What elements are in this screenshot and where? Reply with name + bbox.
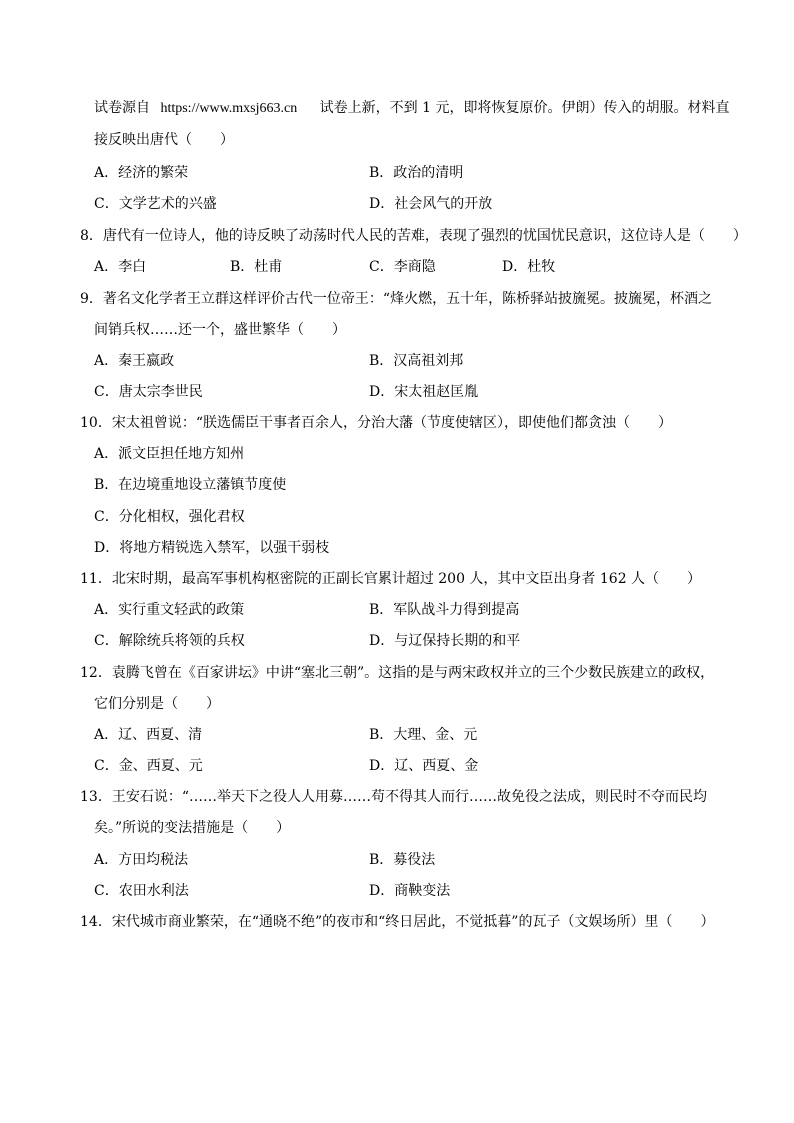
q8-stem: 8．唐代有一位诗人，他的诗反映了动荡时代人民的苦难，表现了强烈的忧国忧民意识，这位诗人是（ ） — [80, 228, 747, 244]
q10-option-c: C．分化相权，强化君权 — [94, 509, 245, 525]
source-link[interactable]: https://www.mxsj663.cn — [160, 101, 298, 116]
q11-option-a: A．实行重文轻武的政策 — [94, 602, 245, 618]
source-line — [94, 98, 729, 119]
q8-option-b: B．杜甫 — [230, 259, 283, 275]
q11-option-d: D．与辽保持长期的和平 — [369, 633, 521, 649]
q7-option-a: A．经济的繁荣 — [94, 165, 189, 181]
q8-option-a: A．李白 — [94, 259, 147, 275]
q9-option-c: C．唐太宗李世民 — [94, 384, 203, 400]
q12-stem-line1: 12．袁腾飞曾在《百家讲坛》中讲“塞北三朝”。这指的是与两宋政权并立的三个少数民族建立的政权， — [80, 665, 715, 681]
q7-option-b: B．政治的清明 — [369, 165, 464, 181]
q12-option-c: C．金、西夏、元 — [94, 758, 203, 774]
q13-option-a: A．方田均税法 — [94, 852, 189, 868]
source-label: 试卷源自 — [94, 100, 150, 116]
q12-option-d: D．辽、西夏、金 — [369, 758, 479, 774]
q8-option-c: C．李商隐 — [369, 259, 436, 275]
q11-stem: 11．北宋时期，最高军事机构枢密院的正副长官累计超过 200 人，其中文臣出身者 162 人（ ） — [80, 571, 702, 587]
q12-option-b: B．大理、金、元 — [369, 727, 478, 743]
q13-stem-line2: 矣。”所说的变法措施是（ ） — [94, 820, 291, 836]
q14-stem: 14．宋代城市商业繁荣，在“通晓不绝”的夜市和“终日居此，不觉抵暮”的瓦子（文娱场所）里（ ） — [80, 914, 715, 930]
q10-option-d: D．将地方精锐选入禁军，以强干弱枝 — [94, 540, 330, 556]
q12-stem-line2: 它们分别是（ ） — [94, 696, 220, 712]
q8-option-d: D．杜牧 — [502, 259, 556, 275]
q10-stem: 10．宋太祖曾说：“朕选儒臣干事者百余人，分治大藩（节度使辖区），即使他们都贪浊（ ） — [80, 415, 672, 431]
q13-option-c: C．农田水利法 — [94, 883, 189, 899]
q7-option-c: C．文学艺术的兴盛 — [94, 196, 217, 212]
q7-option-d: D．社会风气的开放 — [369, 196, 493, 212]
q9-stem-line1: 9．著名文化学者王立群这样评价古代一位帝王：“烽火燃，五十年，陈桥驿站披旒冕。披旒冕，杯酒之 — [80, 291, 713, 307]
q9-option-d: D．宋太祖赵匡胤 — [369, 384, 479, 400]
q7-stem-continuation: 接反映出唐代（ ） — [94, 132, 234, 148]
q13-option-b: B．募役法 — [369, 852, 436, 868]
q10-option-a: A．派文臣担任地方知州 — [94, 446, 245, 462]
q9-option-a: A．秦王嬴政 — [94, 353, 175, 369]
q11-option-c: C．解除统兵将领的兵权 — [94, 633, 245, 649]
promo-text: 试卷上新，不到 1 元，即将恢复原价。伊朗）传入的胡服。材料直 — [319, 100, 730, 116]
q13-option-d: D．商鞅变法 — [369, 883, 451, 899]
q11-option-b: B．军队战斗力得到提高 — [369, 602, 520, 618]
q10-option-b: B．在边境重地设立藩镇节度使 — [94, 477, 287, 493]
q9-stem-line2: 间销兵权……还一个，盛世繁华（ ） — [94, 322, 346, 338]
q12-option-a: A．辽、西夏、清 — [94, 727, 203, 743]
q13-stem-line1: 13．王安石说：“……举天下之役人人用募……苟不得其人而行……故免役之法成，则民时不夺而民均 — [80, 789, 707, 805]
q9-option-b: B．汉高祖刘邦 — [369, 353, 464, 369]
